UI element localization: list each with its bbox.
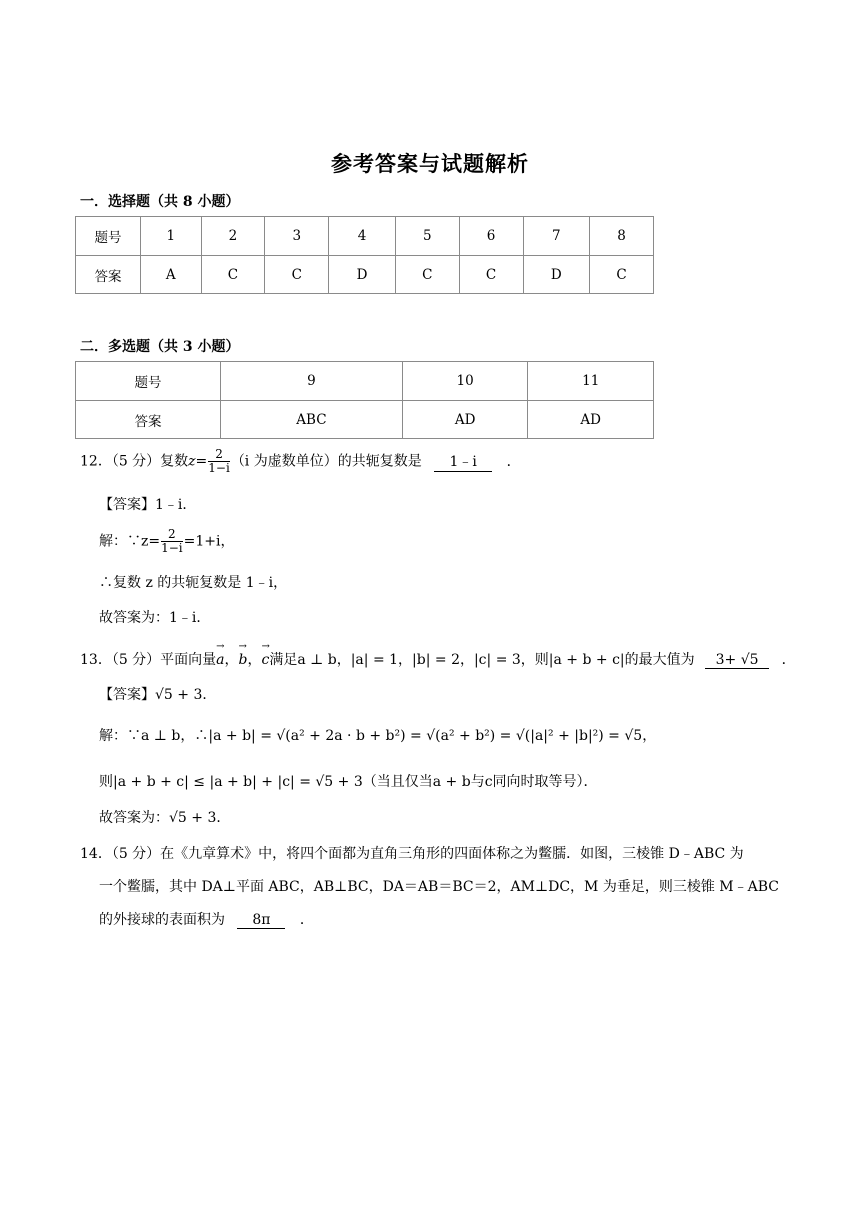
question-number: 7 xyxy=(523,217,590,256)
table-row-answers xyxy=(76,256,654,294)
question-number: 5 xyxy=(395,217,459,256)
answer-cell: D xyxy=(523,256,590,294)
page-title: 参考答案与试题解析 xyxy=(331,151,529,176)
row-label: 答案 xyxy=(76,256,141,294)
answer-blank: 1﹣i xyxy=(434,451,492,472)
question-number: 2 xyxy=(201,217,265,256)
question-14-line: 一个鳖臑，其中 DA⊥平面 ABC，AB⊥BC，DA＝AB＝BC＝2，AM⊥DC，M 为垂足，则三棱锥 M﹣ABC xyxy=(99,879,779,895)
row-label: 题号 xyxy=(76,362,221,401)
answer-table-single-choice xyxy=(75,216,654,294)
answer-cell: ABC xyxy=(221,401,403,439)
answer-cell: D xyxy=(329,256,396,294)
row-label: 答案 xyxy=(76,401,221,439)
solution-line: 故答案为：1﹣i． xyxy=(99,610,211,626)
question-number: 4 xyxy=(329,217,396,256)
question-number: 3 xyxy=(265,217,329,256)
question-13-stem: 13．（5 分）平面向量→ a，→ b，→ c满足a ⊥ b，|a| = 1，|b| = 2，|c| = 3，则|a + b + c|的最大值为 3+ √5 ． xyxy=(80,649,796,669)
answer-table-multi-choice xyxy=(75,361,654,439)
question-number: 8 xyxy=(590,217,654,256)
fraction: $\frac{2}{1-i}$ xyxy=(161,527,183,555)
row-label: 题号 xyxy=(76,217,141,256)
answer-cell: C xyxy=(590,256,654,294)
question-number: 1 xyxy=(141,217,202,256)
answer-cell: AD xyxy=(402,401,528,439)
table-row-question-numbers xyxy=(76,217,654,256)
question-14-line: 14．（5 分）在《九章算术》中，将四个面都为直角三角形的四面体称之为鳖臑．如图，三棱锥 D﹣ABC 为 xyxy=(80,846,744,862)
solution-line: ∴复数 z 的共轭复数是 1﹣i， xyxy=(99,575,288,591)
question-number: 10 xyxy=(402,362,528,401)
question-12-stem: 12．（5 分）复数z= $\frac{2}{1-i}$ （i 为虚数单位）的共轭复数是 1﹣i ． xyxy=(80,447,521,475)
question-number: 11 xyxy=(528,362,654,401)
answer-cell: C xyxy=(265,256,329,294)
solution-line: 故答案为：√5 + 3． xyxy=(99,810,231,826)
answer-cell: A xyxy=(141,256,202,294)
question-number: 9 xyxy=(221,362,403,401)
table-row-question-numbers xyxy=(76,362,654,401)
solution-line: 解：∵a ⊥ b，∴|a + b| = √(a² + 2a · b + b²) = √(a² + b²) = √(|a|² + |b|²) = √5， xyxy=(99,728,657,744)
solution-line: 则|a + b + c| ≤ |a + b| + |c| = √5 + 3（当且仅当a + b与c同向时取等号）． xyxy=(99,774,598,790)
answer-line: 【答案】√5 + 3． xyxy=(99,687,217,703)
solution-line: 解：∵z= $\frac{2}{1-i}$ =1+i， xyxy=(99,527,235,555)
answer-line: 【答案】1﹣i． xyxy=(99,497,197,513)
answer-cell: C xyxy=(395,256,459,294)
answer-cell: C xyxy=(201,256,265,294)
answer-cell: C xyxy=(459,256,523,294)
question-number: 6 xyxy=(459,217,523,256)
answer-blank: 8π xyxy=(237,912,285,929)
section-heading-single-choice: 一．选择题（共 8 小题） xyxy=(80,194,240,210)
answer-blank: 3+ √5 xyxy=(705,652,769,669)
fraction: $\frac{2}{1-i}$ xyxy=(208,447,230,475)
table-row-answers xyxy=(76,401,654,439)
section-heading-multi-choice: 二．多选题（共 3 小题） xyxy=(80,339,240,355)
answer-cell: AD xyxy=(528,401,654,439)
question-14-line: 的外接球的表面积为 8π ． xyxy=(99,912,314,928)
